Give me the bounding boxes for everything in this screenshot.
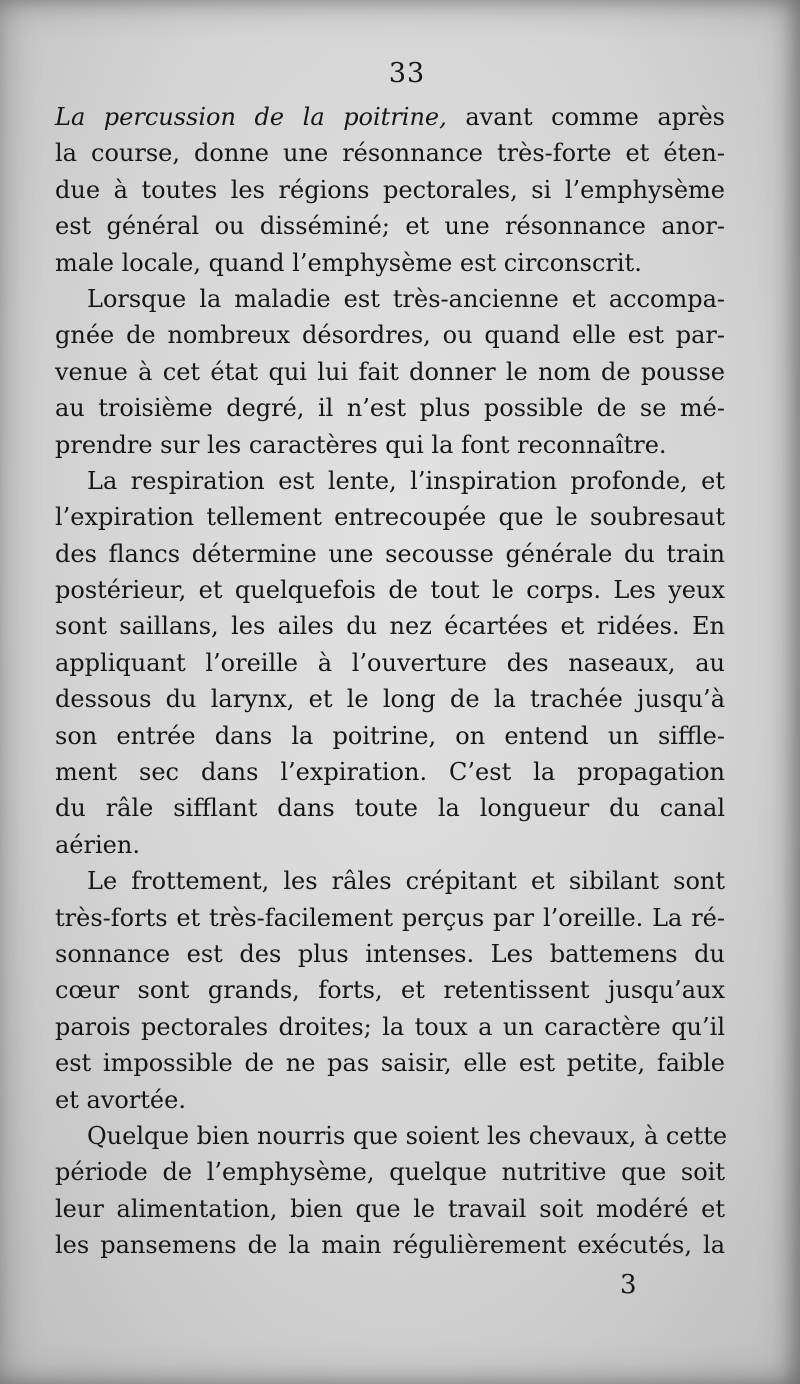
text-line	[55, 936, 725, 972]
text-line	[55, 572, 725, 608]
line-text: appliquant l’oreille à l’ouverture des naseaux, au	[55, 648, 725, 677]
line-text: cœur sont grands, forts, et retentissent jusqu’aux	[55, 976, 725, 1005]
text-line	[55, 754, 725, 790]
text-line	[55, 499, 725, 535]
text-line	[55, 827, 725, 863]
line-text: Quelque bien nourris que soient les chevaux, à cette	[87, 1121, 728, 1150]
text-line	[55, 900, 725, 936]
line-text: parois pectorales droites; la toux a un caractère qu’il	[55, 1012, 725, 1041]
text-line	[55, 172, 725, 208]
line-text: Lorsque la maladie est très-ancienne et accompa-	[87, 284, 725, 313]
text-line	[55, 354, 725, 390]
line-text: postérieur, et quelquefois de tout le corps. Les yeux	[55, 576, 725, 605]
text-line	[55, 281, 725, 317]
line-text: avant comme après	[446, 103, 725, 131]
text-line	[55, 135, 725, 171]
body-text	[55, 99, 728, 1264]
text-line	[55, 1082, 725, 1118]
line-text: les pansemens de la main régulièrement exécutés, la	[55, 1231, 725, 1260]
text-line	[55, 681, 725, 717]
line-text: Le frottement, les râles crépitant et sibilant sont	[87, 867, 725, 896]
text-line	[55, 536, 725, 572]
text-line	[55, 645, 725, 681]
text-line	[55, 390, 725, 426]
text-line	[55, 972, 725, 1008]
line-text: est général ou disséminé; et une résonnance anor-	[55, 212, 725, 241]
line-text: sonnance est des plus intenses. Les battemens du	[55, 939, 725, 968]
signature-mark: 3	[620, 1270, 637, 1300]
line-text: sont saillans, les ailes du nez écartées et ridées. En	[55, 612, 725, 641]
line-text: des flancs détermine une secousse générale du train	[55, 539, 725, 568]
text-line	[55, 1154, 725, 1190]
text-line	[55, 99, 725, 135]
line-text: est impossible de ne pas saisir, elle est petite, faible	[55, 1049, 725, 1078]
text-line	[55, 1191, 725, 1227]
text-line	[55, 1227, 725, 1263]
text-line	[55, 1009, 725, 1045]
italic-phrase: La percussion de la poitrine,	[55, 103, 447, 131]
line-text: au troisième degré, il n’est plus possible de se mé-	[55, 394, 725, 423]
line-text: leur alimentation, bien que le travail soit modéré et	[55, 1194, 725, 1223]
text-line	[55, 317, 725, 353]
text-line	[55, 427, 725, 463]
text-line	[55, 463, 725, 499]
line-text: ment sec dans l’expiration. C’est la propagation	[55, 758, 725, 787]
line-text: prendre sur les caractères qui la font reconnaître.	[55, 430, 667, 459]
line-text: l’expiration tellement entrecoupée que le soubresaut	[55, 503, 725, 532]
line-text: du râle sifflant dans toute la longueur du canal	[55, 794, 725, 823]
line-text: très-forts et très-facilement perçus par l’oreille. La ré-	[55, 903, 725, 932]
line-text: la course, donne une résonnance très-forte et éten-	[55, 139, 725, 168]
line-text: gnée de nombreux désordres, ou quand elle est par-	[55, 321, 725, 350]
line-text: dessous du larynx, et le long de la trachée jusqu’à	[55, 685, 725, 714]
line-text: venue à cet état qui lui fait donner le nom de pousse	[55, 357, 725, 386]
text-line	[55, 1045, 725, 1081]
text-line	[55, 790, 725, 826]
text-line	[55, 1118, 728, 1154]
line-text: La respiration est lente, l’inspiration profonde, et	[87, 466, 725, 495]
line-text: période de l’emphysème, quelque nutritive que soit	[55, 1158, 725, 1187]
line-text: due à toutes les régions pectorales, si l’emphysème	[55, 175, 725, 204]
line-text: aérien.	[55, 830, 140, 859]
line-text: male locale, quand l’emphysème est circonscrit.	[55, 248, 642, 277]
line-text: son entrée dans la poitrine, on entend un siffle-	[55, 721, 725, 750]
page-number: 33	[388, 58, 426, 89]
text-line	[55, 245, 725, 281]
text-line	[55, 608, 725, 644]
text-line	[55, 863, 725, 899]
text-line	[55, 208, 725, 244]
line-text: et avortée.	[55, 1085, 186, 1114]
text-line	[55, 718, 725, 754]
